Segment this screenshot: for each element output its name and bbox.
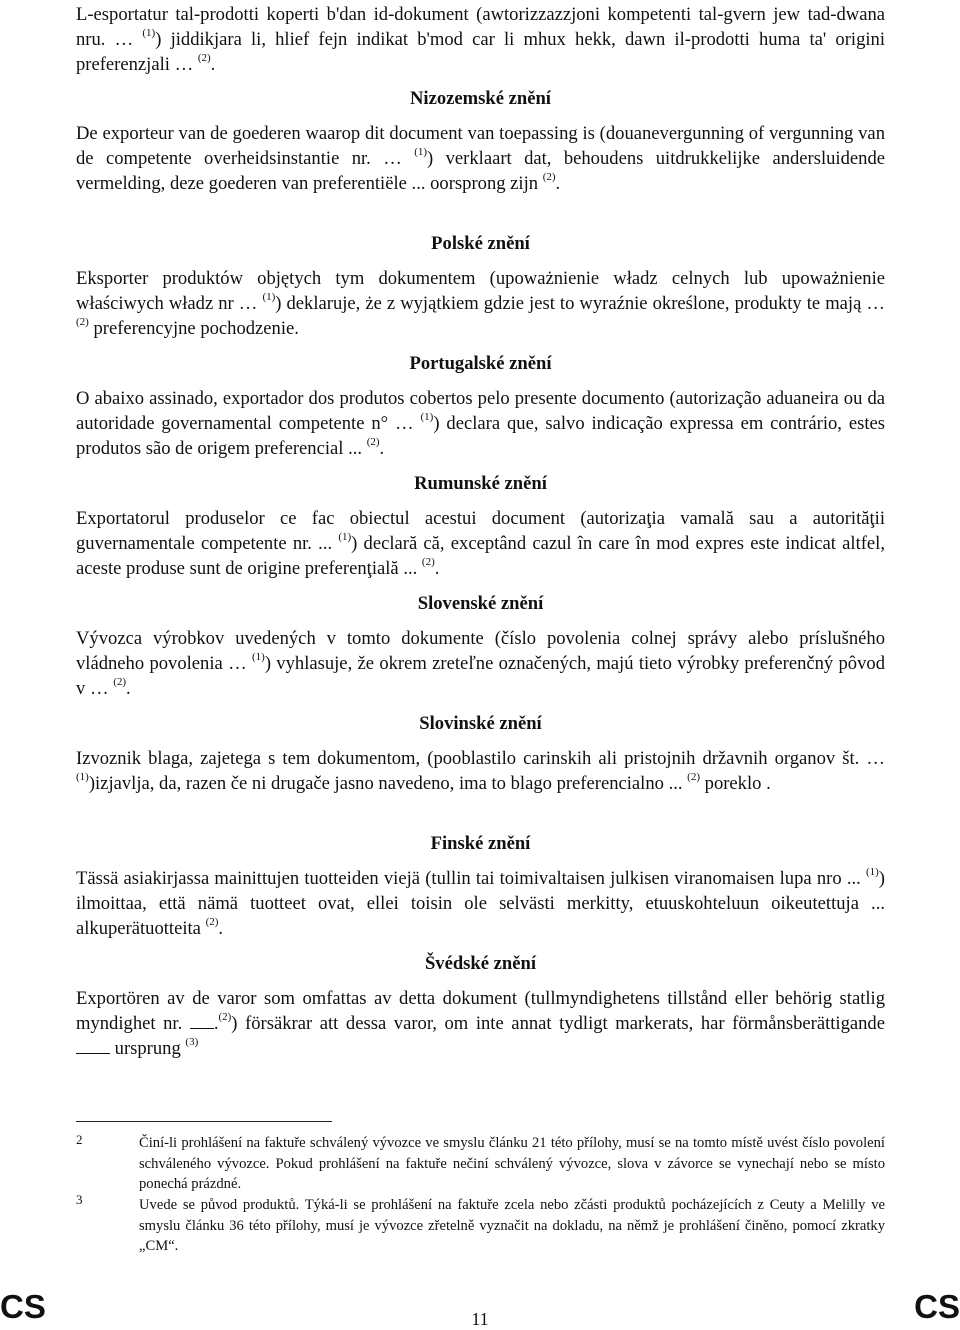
romanian-heading: Rumunské znění [414, 473, 547, 494]
finnish-text-2: ) ilmoittaa, että nämä tuotteet ovat, ellei toisin ole selvästi merkitty, etuuskohteluun oikeutettuja ... alkuperätuotteita [76, 868, 885, 939]
footnote-ref: (2) [113, 675, 127, 688]
footnote-ref: (1) [865, 865, 879, 878]
maltese-text-3: . [210, 54, 216, 75]
swedish-declaration [76, 986, 885, 1061]
slovak-declaration [76, 626, 885, 701]
swedish-text-4: ursprung [110, 1038, 186, 1059]
slovak-heading: Slovenské znění [417, 593, 544, 614]
footnote-ref: (2) [205, 915, 219, 928]
portuguese-heading: Portugalské znění [409, 353, 552, 374]
footnote-ref: (1) [76, 770, 89, 783]
polish-text-1: Eksporter produktów objętych tym dokumentem (upoważnienie władz celnych lub upoważnienie właściwych władz nr … [76, 268, 885, 314]
polish-heading: Polské znění [431, 233, 530, 254]
slovak-text-1: Vývozca výrobkov uvedených v tomto dokumente (číslo povolenia colnej správy alebo príslušného vládneho povolenia … [76, 628, 885, 674]
slovenian-declaration [76, 746, 885, 796]
romanian-text-2: ) declară că, exceptând cazul în care în mod expres este indicat altfel, aceste produse sunt de origine preferenţială ... [76, 533, 885, 579]
dutch-text-2: ) verklaart dat, behoudens uitdrukkelijke andersluidende vermelding, deze goederen van preferentiële ... oorsprong zijn [76, 148, 885, 194]
slovenian-text-2: )izjavlja, da, razen če ni drugače jasno navedeno, ima to blago preferencialno ... [88, 773, 688, 794]
footnote-ref: (2) [76, 315, 89, 328]
romanian-text-1: Exportatorul produselor ce fac obiectul acestui document (autorizaţia vamală sau a autorităţii guvernamentale competente nr. ... [76, 508, 885, 554]
footnote-ref: (2) [218, 1010, 232, 1023]
maltese-text-1: L-esportatur tal-prodotti koperti b'dan id-dokument (awtorizzazzjoni kompetenti tal-gvern jew tad-dwana nru. … [76, 4, 885, 50]
footnote-text: Činí-li prohlášení na faktuře schválený vývozce ve smyslu článku 21 této přílohy, musí se na tomto místě uvést číslo povolení schváleného vývozce. Pokud prohlášení na faktuře nečiní schválený vývozce, slova v závorce se vynechají nebo se místo ponechá prázdné. [139, 1135, 885, 1192]
footnote-ref: (2) [366, 435, 380, 448]
dutch-heading: Nizozemské znění [410, 88, 551, 109]
swedish-text-1: Exportören av de varor som omfattas av detta dokument (tullmyndighetens tillstånd eller behörig statlig myndighet nr. [76, 988, 885, 1034]
finnish-heading: Finské znění [430, 833, 531, 854]
portuguese-text-1: O abaixo assinado, exportador dos produtos cobertos pelo presente documento (autorização aduaneira ou da autoridade governamental competente n° … [76, 388, 885, 434]
footnote-ref: (1) [414, 145, 428, 158]
finnish-text-1: Tässä asiakirjassa mainittujen tuotteiden viejä (tullin tai toimivaltaisen julkisen viranomaisen lupa nro ... [76, 868, 866, 889]
portuguese-declaration [76, 386, 885, 461]
dutch-text-1: De exporteur van de goederen waarop dit document van toepassing is (douanevergunning of vergunning van de competente overheidsinstantie nr. … [76, 123, 885, 169]
footnote-ref: (1) [338, 530, 352, 543]
portuguese-text-3: . [379, 438, 385, 459]
footnote-number: 2 [76, 1132, 83, 1147]
blank-line [76, 1039, 110, 1054]
footnote-ref: (3) [185, 1035, 199, 1048]
footnote-number: 3 [76, 1192, 83, 1207]
finnish-declaration [76, 866, 885, 941]
footnote-ref: (2) [421, 555, 435, 568]
polish-text-3: preferencyjne pochodzenie. [88, 318, 299, 339]
footnote-ref: (1) [262, 290, 276, 303]
slovenian-heading: Slovinské znění [419, 713, 542, 734]
footnote-text: Uvede se původ produktů. Týká-li se prohlášení na faktuře zcela nebo zčásti produktů pocházejících z Ceuty a Melilly ve smyslu článku 36 této přílohy, musí je vývozce zřetelně vyznačit na dokladu, na němž je prohlášení činěno, pomocí zkratky „CM“. [139, 1197, 885, 1254]
slovak-text-3: . [126, 678, 131, 699]
footnote-ref: (2) [687, 770, 700, 783]
blank-line [190, 1014, 214, 1029]
portuguese-text-2: ) declara que, salvo indicação expressa em contrário, estes produtos são de origem preferencial ... [76, 413, 885, 459]
footnote-ref: (1) [420, 410, 434, 423]
dutch-declaration [76, 121, 885, 196]
page-number: 11 [471, 1309, 489, 1329]
footnote-ref: (2) [542, 170, 556, 183]
language-code-right: CS [914, 1288, 960, 1325]
footnote-ref: (1) [142, 26, 156, 39]
language-code-left: CS [0, 1288, 46, 1325]
slovak-text-2: ) vyhlasuje, že okrem zreteľne označených, majú tieto výrobky preferenčný pôvod v … [76, 653, 885, 699]
finnish-text-3: . [218, 918, 224, 939]
slovenian-text-1: Izvoznik blaga, zajetega s tem dokumentom, (pooblastilo carinskih ali pristojnih državnih organov št. … [76, 748, 885, 769]
polish-text-2: ) deklaruje, że z wyjątkiem gdzie jest to wyraźnie określone, produkty te mają … [275, 293, 885, 314]
slovenian-text-3: poreklo . [700, 773, 771, 794]
swedish-text-3: ) försäkrar att dessa varor, om inte annat tydligt markerats, har förmånsberättigande [231, 1013, 885, 1034]
romanian-declaration [76, 506, 885, 581]
dutch-text-3: . [555, 173, 561, 194]
footnote-separator [76, 1121, 332, 1122]
maltese-declaration [76, 2, 885, 77]
maltese-text-2: ) jiddikjara li, hlief fejn indikat b'mod car li mhux hekk, dawn il-prodotti huma ta' origini preferenzjali … [76, 29, 885, 75]
romanian-text-3: . [434, 558, 440, 579]
footnote-ref: (1) [251, 650, 265, 663]
polish-declaration [76, 266, 885, 341]
swedish-heading: Švédské znění [424, 953, 537, 974]
swedish-text-2: . [213, 1013, 219, 1034]
footnote-ref: (2) [197, 51, 211, 64]
